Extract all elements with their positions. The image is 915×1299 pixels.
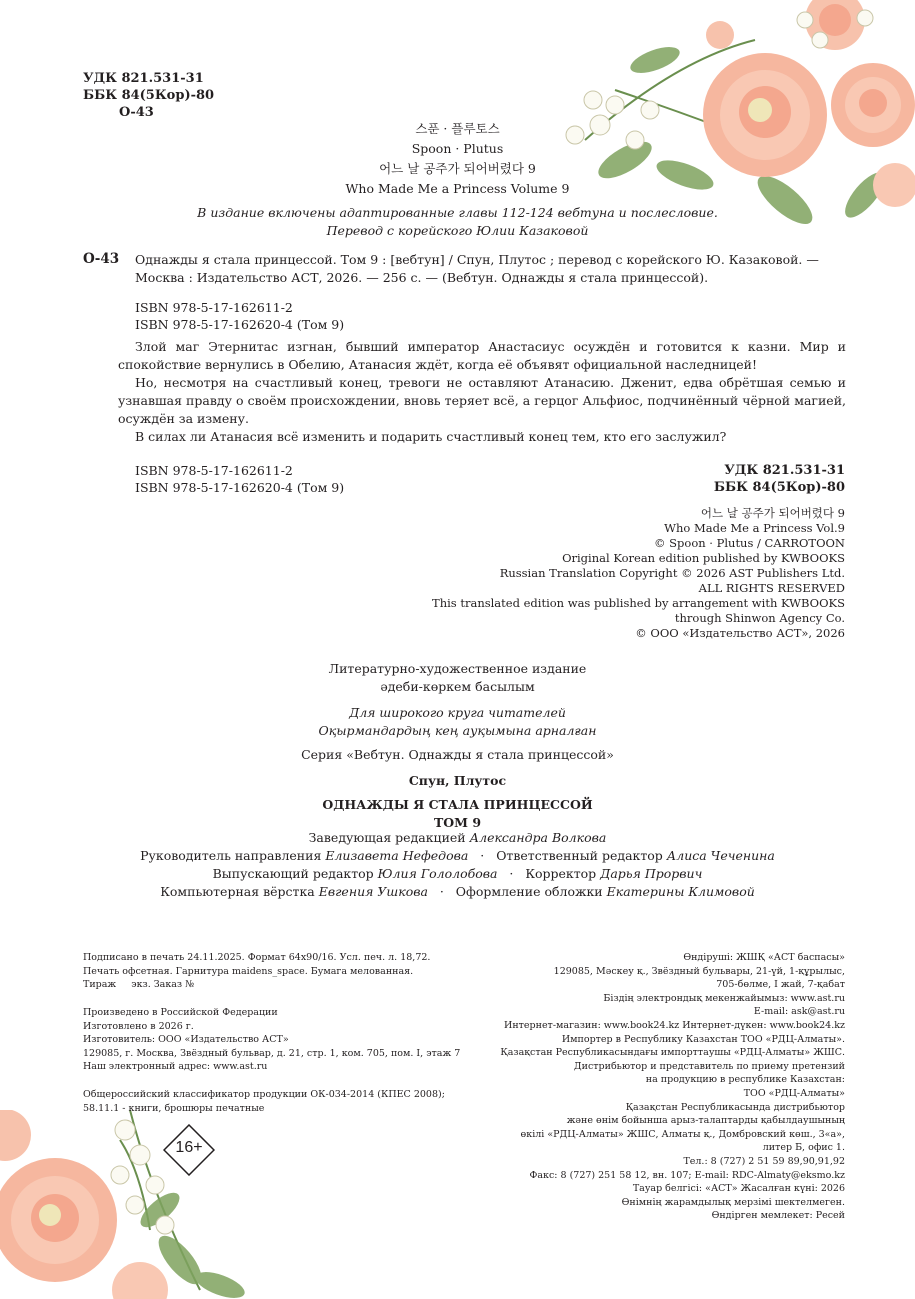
audience-ru: Для широкого круга читателей bbox=[349, 705, 566, 720]
kz-info-line: E-mail: ask@ast.ru bbox=[753, 1006, 845, 1018]
translation-note: Перевод с корейского Юлии Казаковой bbox=[326, 223, 589, 238]
credit-role: Руководитель направления bbox=[140, 848, 322, 863]
kz-info-line: ТОО «РДЦ-Алматы» bbox=[743, 1087, 845, 1099]
volume-number: ТОМ 9 bbox=[433, 815, 482, 830]
udk-code: УДК 821.531-31 bbox=[83, 71, 204, 86]
credit-name: Алиса Чеченина bbox=[666, 848, 775, 863]
print-info bbox=[83, 951, 430, 992]
copyright-line: This translated edition was published by arrangement with KWBOOKS bbox=[432, 596, 845, 610]
audience-kz: Оқырмандардың кең ауқымына арналған bbox=[318, 723, 597, 738]
catalog-entry bbox=[135, 251, 845, 333]
catalog-code: О-43 bbox=[83, 251, 120, 267]
credit-name: Дарья Прорвич bbox=[600, 866, 703, 881]
catalog-line-1: Однажды я стала принцессой. Том 9 : [вебтун] / Спун, Плутос ; перевод с корейского Ю. Казаковой. — bbox=[135, 252, 819, 267]
credit-line bbox=[0, 847, 915, 865]
kz-info-line: Факс: 8 (727) 251 58 12, вн. 107; E-mail: RDC-Almaty@eksmo.kz bbox=[529, 1169, 845, 1181]
copyright-line: © ООО «Издательство АСТ», 2026 bbox=[635, 626, 845, 640]
credit-name: Александра Волкова bbox=[469, 830, 607, 845]
classifier-line: Общероссийский классификатор продукции ОК-034-2014 (КПЕС 2008); bbox=[83, 1089, 445, 1100]
kz-info-line: Тел.: 8 (727) 2 51 59 89,90,91,92 bbox=[683, 1155, 845, 1167]
separator: · bbox=[480, 848, 485, 863]
copyright-line: 어느 날 공주가 되어버렸다 9 bbox=[700, 506, 845, 520]
bbk-code: ББК 84(5Кор)-80 bbox=[713, 480, 845, 495]
copyright-line: ALL RIGHTS RESERVED bbox=[698, 581, 845, 595]
credit-line bbox=[0, 865, 915, 883]
producer-line: Наш электронный адрес: www.ast.ru bbox=[83, 1061, 268, 1072]
authors-name: Спун, Плутос bbox=[408, 773, 507, 788]
udk-block-bottom bbox=[714, 462, 845, 496]
kz-info-line: Өндірген мемлекет: Ресей bbox=[711, 1210, 845, 1222]
kz-info-line: 129085, Мәскеу қ., Звёздный бульвары, 21-үй, 1-құрылыс, bbox=[553, 965, 845, 977]
credit-name: Елизавета Нефедова bbox=[325, 848, 469, 863]
credit-name: Юлия Гололобова bbox=[377, 866, 498, 881]
catalog-line-2: Москва : Издательство АСТ, 2026. — 256 с. — (Вебтун. Однажды я стала принцессой). bbox=[135, 270, 709, 285]
author-mark: О-43 bbox=[119, 105, 154, 120]
kz-info-line: Біздің электрондық мекенжайымыз: www.ast.ru bbox=[603, 992, 845, 1004]
annotation-paragraph: Но, несмотря на счастливый конец, тревоги не оставляют Атанасию. Дженит, едва обрётшая семью и узнавшая правду о своём происхождении, вновь теряет всё, а герцог Альфиос, подчинённый чёрной магией, осуждён за измену. bbox=[118, 375, 846, 426]
staff-credits bbox=[0, 829, 915, 901]
age-rating-label: 16+ bbox=[175, 1139, 203, 1156]
print-info-line: Тираж экз. Заказ № bbox=[83, 979, 195, 990]
kz-info-line: Өнімнің жарамдылық мерзімі шектелмеген. bbox=[621, 1196, 845, 1208]
title-english: Who Made Me a Princess Volume 9 bbox=[345, 181, 570, 196]
credit-role: Корректор bbox=[525, 866, 597, 881]
copyright-line: through Shinwon Agency Co. bbox=[674, 611, 845, 625]
print-info-line: Печать офсетная. Гарнитура maidens_space. Бумага мелованная. bbox=[83, 965, 414, 977]
kz-info-line: Қазақстан Республикасындағы импорттаушы «РДЦ-Алматы» ЖШС. bbox=[500, 1047, 845, 1059]
credit-line bbox=[0, 829, 915, 847]
edition-notes bbox=[0, 204, 915, 240]
book-title: ОДНАЖДЫ Я СТАЛА ПРИНЦЕССОЙ bbox=[322, 797, 593, 812]
credit-role: Компьютерная вёрстка bbox=[160, 884, 315, 899]
series-name: Серия «Вебтун. Однажды я стала принцессой» bbox=[301, 747, 614, 762]
kz-info-line: Интернет-магазин: www.book24.kz Интернет-дүкен: www.book24.kz bbox=[504, 1019, 845, 1031]
kz-info-line: литер Б, офис 1. bbox=[762, 1142, 845, 1154]
producer-line: Изготовлено в 2026 г. bbox=[83, 1020, 194, 1032]
credit-role: Выпускающий редактор bbox=[212, 866, 374, 881]
udk-code: УДК 821.531-31 bbox=[724, 463, 845, 478]
kz-info-line: Өндіруші: ЖШҚ «АСТ баспасы» bbox=[683, 952, 845, 963]
isbn-line: ISBN 978-5-17-162620-4 (Том 9) bbox=[135, 317, 345, 332]
kz-info-line: на продукцию в республике Казахстан: bbox=[645, 1074, 845, 1086]
producer-line: Изготовитель: ООО «Издательство АСТ» bbox=[83, 1034, 289, 1045]
credit-role: Ответственный редактор bbox=[496, 848, 663, 863]
title-korean: 어느 날 공주가 되어버렸다 9 bbox=[379, 161, 536, 176]
credit-name: Евгения Ушкова bbox=[318, 884, 428, 899]
credit-role: Оформление обложки bbox=[455, 884, 603, 899]
classifier-info bbox=[83, 1088, 445, 1115]
edition-type-ru: Литературно-художественное издание bbox=[328, 661, 587, 676]
kz-info-line: өкілі «РДЦ-Алматы» ЖШС, Алматы қ., Домбровский көш., 3«а», bbox=[520, 1128, 845, 1140]
copyright-line: Russian Translation Copyright © 2026 AST Publishers Ltd. bbox=[499, 566, 845, 580]
annotation bbox=[118, 338, 846, 446]
edition-type-kz: әдеби-көркем басылым bbox=[380, 679, 535, 694]
separator: · bbox=[509, 866, 514, 881]
original-title-block bbox=[0, 119, 915, 199]
udk-block-top bbox=[83, 70, 214, 121]
age-rating-badge bbox=[163, 1124, 215, 1176]
credit-role: Заведующая редакцией bbox=[308, 830, 466, 845]
copyright-line: Who Made Me a Princess Vol.9 bbox=[664, 521, 845, 535]
credit-line bbox=[0, 883, 915, 901]
kz-info-line: Қазақстан Республикасында дистрибьютор bbox=[625, 1101, 845, 1113]
copyright-block bbox=[432, 506, 845, 641]
annotation-paragraph: Злой маг Этернитас изгнан, бывший император Анастасиус осуждён и готовится к казни. Мир и спокойствие вернулись в Обелию, Атанасия ждёт, когда её объявят официальной наследницей! bbox=[118, 339, 846, 372]
producer-info bbox=[83, 1006, 460, 1074]
isbn-line: ISBN 978-5-17-162620-4 (Том 9) bbox=[135, 480, 345, 495]
separator: · bbox=[439, 884, 444, 899]
producer-line: Произведено в Российской Федерации bbox=[83, 1007, 278, 1018]
chapters-note: В издание включены адаптированные главы 112-124 вебтуна и послесловие. bbox=[197, 205, 718, 220]
isbn-line: ISBN 978-5-17-162611-2 bbox=[135, 463, 293, 478]
credit-name: Екатерины Климовой bbox=[606, 884, 755, 899]
classifier-line: 58.11.1 - книги, брошюры печатные bbox=[83, 1102, 265, 1114]
isbn-block-bottom bbox=[135, 462, 344, 496]
copyright-line: © Spoon · Plutus / CARROTOON bbox=[654, 536, 845, 550]
print-info-line: Подписано в печать 24.11.2025. Формат 64х90/16. Усл. печ. л. 18,72. bbox=[83, 952, 431, 963]
kz-info bbox=[500, 951, 845, 1223]
isbn-line: ISBN 978-5-17-162611-2 bbox=[135, 300, 293, 315]
edition-info bbox=[0, 660, 915, 832]
annotation-paragraph: В силах ли Атанасия всё изменить и подарить счастливый конец тем, кто его заслужил? bbox=[135, 429, 727, 444]
kz-info-line: Дистрибьютор и представитель по приему претензий bbox=[573, 1060, 845, 1072]
kz-info-line: Импортер в Республику Казахстан ТОО «РДЦ-Алматы». bbox=[561, 1033, 845, 1045]
kz-info-line: 705-бөлме, I жай, 7-қабат bbox=[716, 979, 845, 991]
producer-line: 129085, г. Москва, Звёздный бульвар, д. 21, стр. 1, ком. 705, пом. I, этаж 7 bbox=[83, 1047, 461, 1059]
bbk-code: ББК 84(5Кор)-80 bbox=[83, 88, 215, 103]
authors-korean: 스푼 · 플루토스 bbox=[415, 121, 500, 136]
authors-latin: Spoon · Plutus bbox=[411, 141, 504, 156]
copyright-line: Original Korean edition published by KWBOOKS bbox=[562, 551, 845, 565]
kz-info-line: Тауар белгісі: «АСТ» Жасалған күні: 2026 bbox=[632, 1183, 845, 1195]
kz-info-line: және өнім бойынша арыз-талаптарды қабылдаушының bbox=[566, 1115, 845, 1127]
